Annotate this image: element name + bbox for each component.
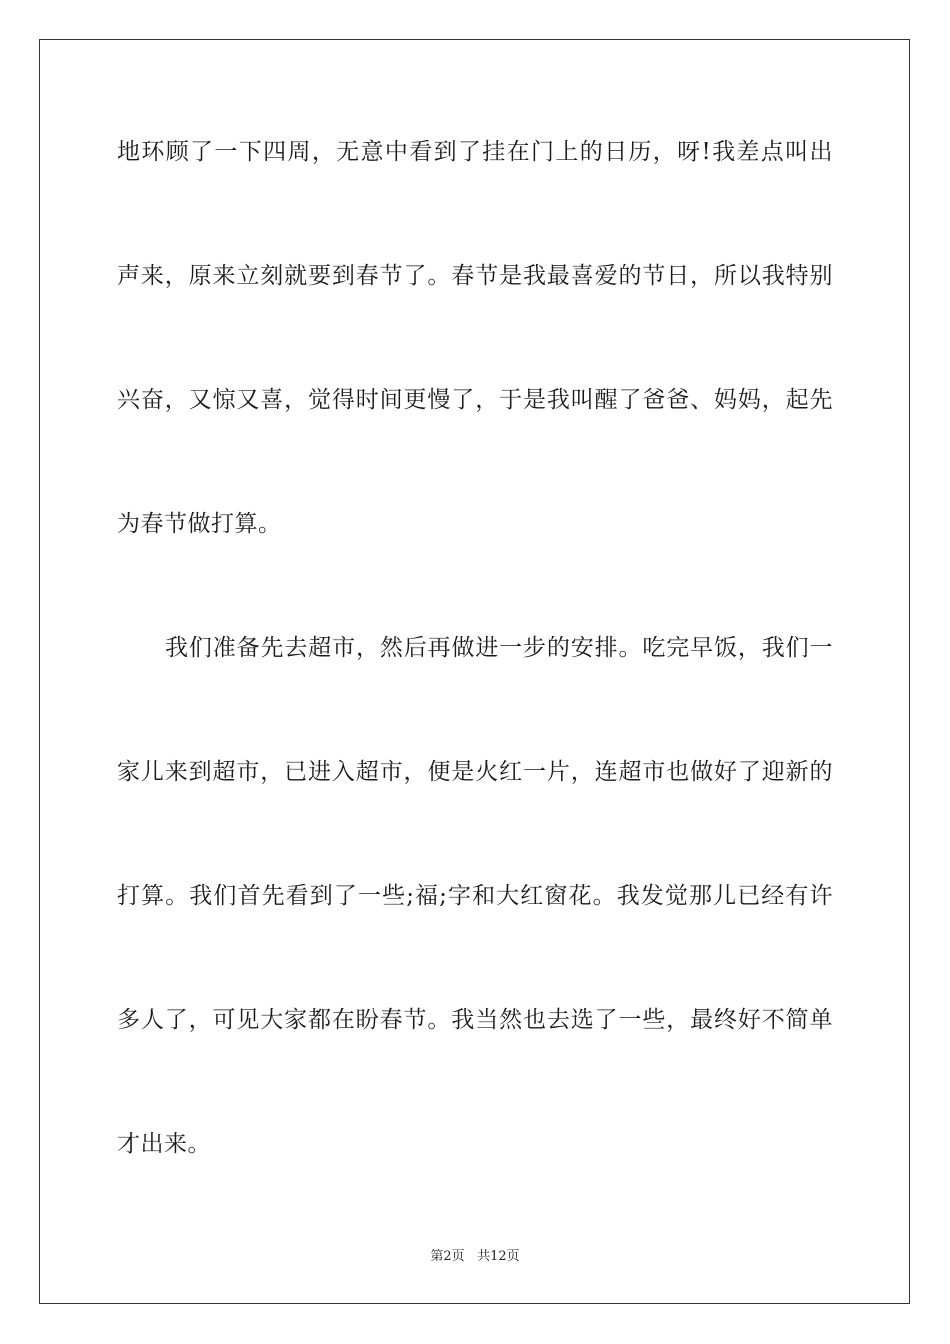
page-number: 第2页 (430, 1249, 465, 1264)
text-line: 为春节做打算。 (117, 511, 282, 537)
text-line: 打算。我们首先看到了一些;福;字和大红窗花。我发觉那儿已经有许 (117, 883, 833, 909)
text-line: 我们准备先去超市，然后再做进一步的安排。吃完早饭，我们一 (165, 635, 833, 661)
text-line: 声来，原来立刻就要到春节了。春节是我最喜爱的节日，所以我特别 (117, 263, 833, 289)
text-line: 才出来。 (117, 1131, 211, 1157)
text-line: 家儿来到超市，已进入超市，便是火红一片，连超市也做好了迎新的 (117, 759, 833, 785)
page-border (39, 39, 910, 1304)
text-line: 兴奋，又惊又喜，觉得时间更慢了，于是我叫醒了爸爸、妈妈，起先 (117, 387, 833, 413)
page-footer (0, 1248, 950, 1266)
page-total: 共12页 (477, 1249, 520, 1264)
text-line: 多人了，可见大家都在盼春节。我当然也去选了一些，最终好不简单 (117, 1007, 833, 1033)
text-line: 地环顾了一下四周，无意中看到了挂在门上的日历，呀!我差点叫出 (117, 139, 833, 165)
